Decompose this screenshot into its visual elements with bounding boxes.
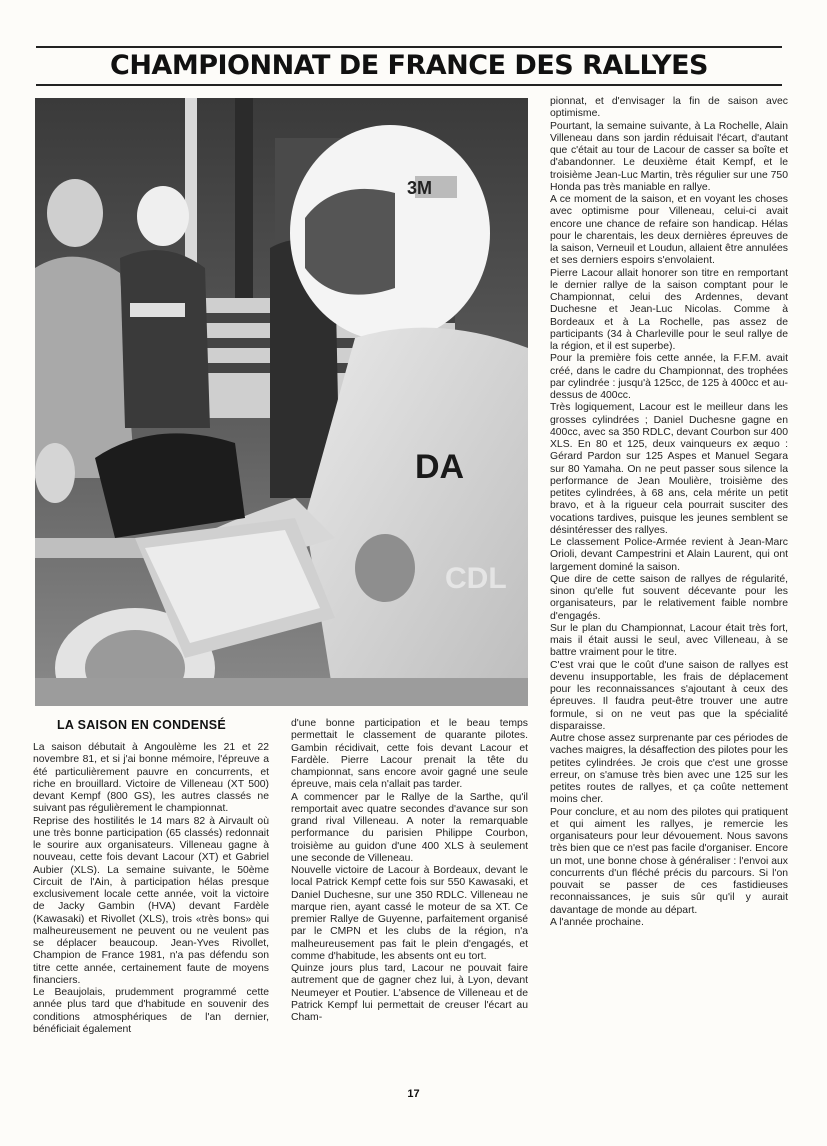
paragraph: pionnat, et d'envisager la fin de saison avec optimisme. [550,96,788,120]
paragraph: A l'année prochaine. [550,916,644,928]
headline-rule-bottom [36,84,782,86]
paragraph: Quinze jours plus tard, Lacour ne pouvait faire autrement que de gagner chez lui, à Lyon, devant Neumeyer et Poutier. L'absence de Villeneau et de Patrick Kempf lui permettait de creuser l'écart au Cham- [291,963,528,1023]
watermark-text: CDL [445,562,507,595]
paragraph: Pierre Lacour allait honorer son titre en remportant le dernier rallye de la saison comptant pour le Championnat, celui des Ardennes, devant Duchesne et Jean-Luc Nicolas. Comme à Bordeaux et à La Rochelle, pas assez de participants (34 à Charleville pour le seul rallye de la région, et il est superbe). [550,267,788,352]
paragraph: Pourtant, la semaine suivante, à La Rochelle, Alain Villeneau dans son jardin réduisait l'écart, d'autant que c'était au tour de Lacour de casser sa boîte et d'abandonner. Le deuxième était Kempf, et le troisième Jean-Luc Martin, très régulier sur une 750 Honda pas très maniable en rallye. [550,120,788,193]
paragraph: Pour conclure, et au nom des pilotes qui pratiquent et qui aiment les rallyes, je remercie les organisateurs pour leur dévouement. Nous savons très bien que ce n'est pas facile d'organiser. Encore un mot, une bonne chose à généraliser : l'envoi aux concurrents d'un fléché précis du parcours. Si l'on pouvait se passer de ces fastidieuses reconnaissances, je suis sûr qu'il y aurait davantage de monde au départ. [550,806,788,916]
jacket-lettering: DA [415,448,465,486]
article-column-3 [550,96,788,929]
paragraph: La saison débutait à Angoulème les 21 et 22 novembre 81, et si j'ai bonne mémoire, l'épreuve a été particulièrement pauvre en concurrents, et riche en brouillard. Victoire de Villeneau (XT 500) devant Kempf (800 GS), les autres classés ne suivant pas régulièrement le championnat. [33,742,269,815]
paragraph: Autre chose assez surprenante par ces périodes de vaches maigres, la désaffection des pilotes pour les petites cylindrées. Je crois que c'est une grosse erreur, on s'amuse très bien avec une 125 sur les petites routes de rallyes, et ça coûte nettement moins cher. [550,733,788,806]
paragraph: Sur le plan du Championnat, Lacour était très fort, mais il était aussi le seul, avec Villeneau, à se battre vraiment pour le titre. [550,622,788,659]
paragraph: d'une bonne participation et le beau temps permettait le classement de quarante pilotes. Gambin récidivait, cette fois devant Lacour et Fardèle. Pierre Lacour prenait la tête du championnat, sans encore avoir gagné une seule épreuve, mais cela n'allait pas tarder. [291,718,528,791]
page-number: 17 [407,1088,420,1100]
paragraph: Très logiquement, Lacour est le meilleur dans les grosses cylindrées ; Daniel Duchesne gagne en 400cc, avec sa 350 RDLC, devant Courbon sur 400 XLS. En 80 et 125, deux vainqueurs ex æquo : Gérard Pardon sur 125 Aspes et Manuel Segara sur 80 Yamaha. On ne peut passer sous silence la performance de Jean Moulière, troisième des petites cylindrées, à 68 ans, cela mérite un petit bravo, et à la rigueur cela pourrait susciter des vocations tardives, puisque les jeunes semblent se désintéresser des rallyes. [550,402,788,536]
paragraph: Le classement Police-Armée revient à Jean-Marc Orioli, devant Campestrini et Alain Laurent, qui ont largement dominé la saison. [550,537,788,573]
paragraph: Reprise des hostilités le 14 mars 82 à Airvault où une très bonne participation (65 classés) redonnait le sourire aux organisateurs. Villeneau gagne à nouveau, cette fois devant Lacour (XT) et Gabriel Aubier (XLS). La semaine suivante, le 50ème Circuit de l'Ain, à participation hélas presque exclusivement locale cette année, voit la victoire de Jacky Gambin (HVA) devant Fardèle (Kawasaki) et Rivollet (XLS), trois «très bons» qui malheureusement ne peuvent ou ne veulent pas se déplacer beaucoup. Jean-Yves Rivollet, Champion de France 1981, n'a pas défendu son titre cette année, certainement faute de moyens financiers. [33,815,269,986]
rally-photo [35,98,528,706]
article-column-1 [33,742,269,1036]
headline-rule-top [36,46,782,48]
helmet-logo-text: 3M [407,178,433,198]
rally-photo-illustration [35,98,528,706]
paragraph: Nouvelle victoire de Lacour à Bordeaux, devant le local Patrick Kempf cette fois sur 550 Kawasaki, et Daniel Duchesne, sur une 350 RDLC. Villeneau ne marque rien, ayant cassé le moteur de sa XT. Ce premier Rallye de Guyenne, parfaitement organisé par le CMPN et les clubs de la région, n'a malheureusement pas fait le plein d'engagés, et comme d'habitude, les absents ont eu tort. [291,865,528,962]
paragraph: Le Beaujolais, prudemment programmé cette année plus tard que d'habitude en souvenir des conditions atmosphériques de l'an dernier, bénéficiait également [33,987,269,1035]
page-headline: CHAMPIONNAT DE FRANCE DES RALLYES [110,50,708,81]
paragraph: Pour la première fois cette année, la F.F.M. avait créé, dans le cadre du Championnat, des trophées par cylindrée : jusqu'à 125cc, de 125 à 400cc et au-dessus de 400cc. [550,353,788,401]
paragraph: A ce moment de la saison, et en voyant les choses avec optimisme pour Villeneau, celui-ci avait encore une chance de refaire son handicap. Hélas pour le charentais, les deux dernières épreuves de la saison, Verneuil et Loudun, allaient être annulées et ses derniers espoirs s'envolaient. [550,194,788,267]
paragraph: C'est vrai que le coût d'une saison de rallyes est devenu insupportable, les frais de déplacement pour les reconnaissances s'ajoutant à ceux des épreuves. Il faudra peut-être trouver une autre formule, si on ne veut pas que la spécialité disparaisse. [550,659,788,732]
paragraph: Que dire de cette saison de rallyes de régularité, sinon qu'elle fut souvent décevante pour les organisateurs, par le relativement faible nombre d'engagés. [550,573,788,622]
article-column-2 [291,718,528,1024]
section-title: LA SAISON EN CONDENSÉ [57,718,227,732]
paragraph: A commencer par le Rallye de la Sarthe, qu'il remportait avec quatre secondes d'avance sur son grand rival Villeneau. A noter la remarquable performance du parisien Philippe Courbon, troisième au guidon d'une 400 XLS à seulement une seconde de Villeneau. [291,791,528,864]
